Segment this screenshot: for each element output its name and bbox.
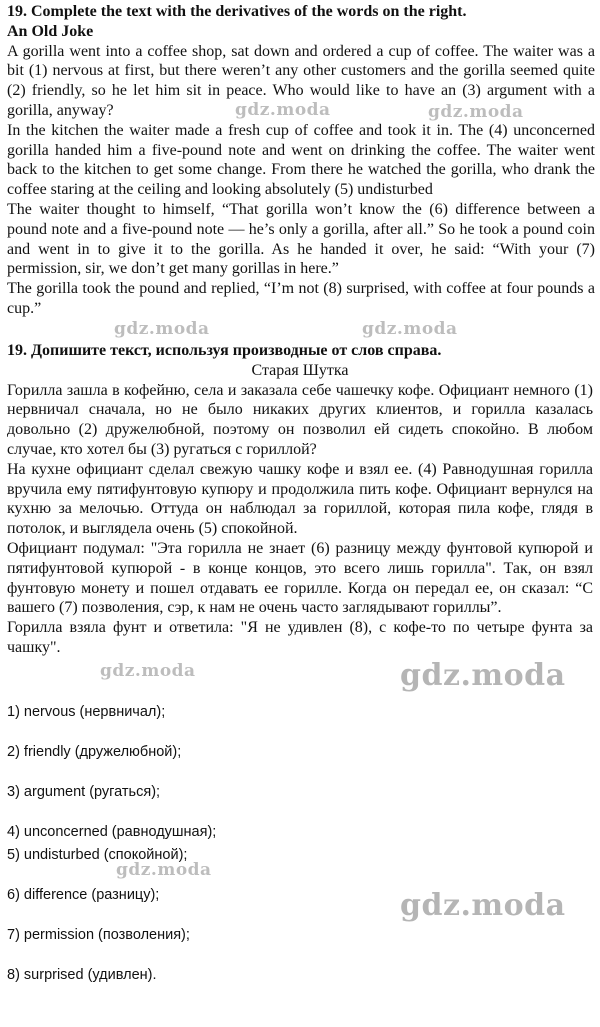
russian-exercise [7, 341, 593, 658]
story-title-en: An Old Joke [7, 22, 94, 40]
watermark: gdz.moda [114, 319, 210, 339]
watermark: gdz.moda [116, 860, 212, 880]
answer-item-3: 3) argument (ругаться); [7, 784, 161, 800]
paragraph-ru-2: На кухне официант сделал свежую чашку кофе и взял ее. (4) Равнодушная горилла вручила ему пятифунтовую купюру и продолжила пить кофе. Официант вернулся на кухню за мелочью. Оттуда он наблюдал за гориллой, которая пила кофе, глядя в потолок, и выглядела очень (5) спокойной. [7, 460, 593, 538]
answer-item-6: 6) difference (разницу); [7, 887, 160, 903]
paragraph-en-3: The waiter thought to himself, “That gorilla won’t know the (6) difference between a pound note and a five-pound note — he’s only a gorilla, after all.” So he took a pound coin and went in to give it to the gorilla. As he handed it over, he said: “With your (7) permission, sir, we don’t get many gorillas in here.” [7, 200, 595, 278]
answer-item-4: 4) unconcerned (равнодушная); [7, 824, 217, 840]
paragraph-en-1: A gorilla went into a coffee shop, sat down and ordered a cup of coffee. The waiter was a bit (1) nervous at first, but there weren’t any other customers and the gorilla seemed quite (2) friendly, so he let him sit in peace. Who would like to have an (3) argument with a gorilla, anyway? [7, 42, 595, 119]
answer-item-2: 2) friendly (дружелюбной); [7, 744, 182, 760]
watermark: gdz.moda [400, 888, 566, 923]
story-title-ru: Старая Шутка [251, 361, 349, 379]
paragraph-ru-4: Горилла взяла фунт и ответила: "Я не удивлен (8), с кофе-то по четыре фунта за чашку". [7, 619, 593, 656]
answer-item-5: 5) undisturbed (спокойной); [7, 847, 188, 863]
watermark: gdz.moda [100, 661, 196, 681]
paragraph-en-2: In the kitchen the waiter made a fresh cup of coffee and took it in. The (4) unconcerned gorilla handed him a five-pound note and went on drinking the coffee. The waiter went back to the kitchen to get some change. From there he watched the gorilla, who drank the coffee staring at the ceiling and looking absolutely (5) undisturbed [7, 121, 595, 199]
watermark: gdz.moda [428, 102, 524, 122]
paragraph-ru-1: Горилла зашла в кофейню, села и заказала себе чашечку кофе. Официант немного (1) нервничал сначала, но не было никаких других клиентов, и горилла казалась довольно (2) дружелюбной, поэтому он позволил ей сидеть спокойно. В любом случае, кто хотел бы (3) ругаться с гориллой? [7, 381, 593, 458]
paragraph-en-4: The gorilla took the pound and replied, “I’m not (8) surprised, with coffee at four pounds a cup.” [7, 280, 595, 317]
english-exercise [7, 2, 595, 319]
answer-item-7: 7) permission (позволения); [7, 927, 190, 943]
paragraph-ru-3: Официант подумал: "Эта горилла не знает (6) разницу между фунтовой купюрой и пятифунтовой купюрой - в конце концов, это всего лишь горилла". Так, он взял фунтовую монету и пошел отдавать ее горилле. Когда он передал ее, он сказал: “С вашего (7) позволения, сэр, к нам не очень часто заглядывают гориллы”. [7, 539, 593, 617]
watermark: gdz.moda [362, 319, 458, 339]
answer-item-8: 8) surprised (удивлен). [7, 967, 157, 983]
answer-item-1: 1) nervous (нервничал); [7, 704, 166, 720]
exercise-heading-ru: 19. Допишите текст, используя производные от слов справа. [7, 342, 442, 359]
watermark: gdz.moda [235, 100, 331, 120]
watermark: gdz.moda [400, 658, 566, 693]
exercise-heading-en: 19. Complete the text with the derivatives of the words on the right. [7, 3, 467, 20]
